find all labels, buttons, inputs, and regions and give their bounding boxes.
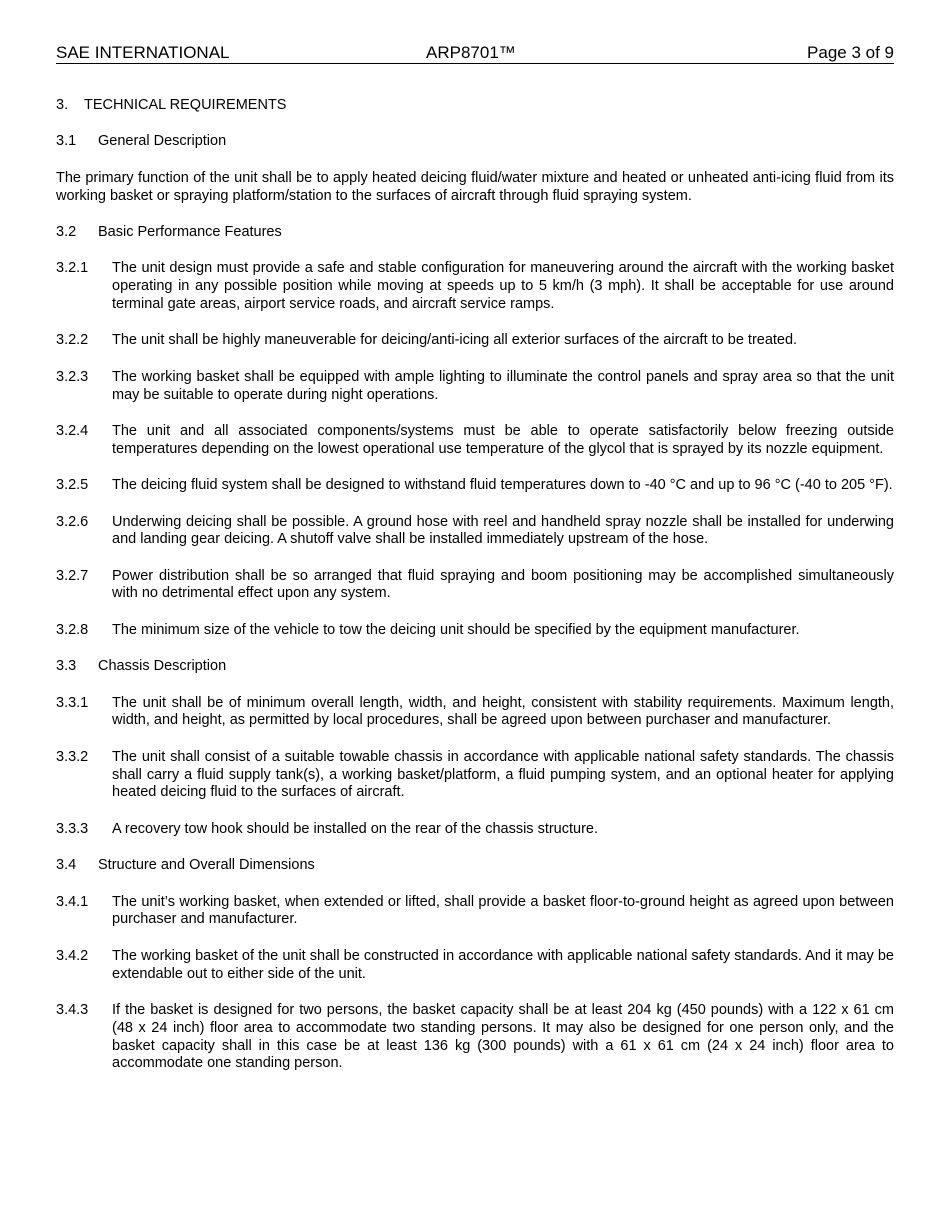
requirement-text: The unit and all associated components/systems must be able to operate satisfactorily below freezing outside temperatures depending on the lowest operational use temperature of the glycol that is sprayed by its nozzle equipment. xyxy=(112,422,894,457)
subsection-heading xyxy=(56,857,894,875)
requirement-item xyxy=(56,1002,894,1073)
requirement-item xyxy=(56,821,894,839)
requirement-item xyxy=(56,948,894,984)
requirement-item xyxy=(56,477,894,495)
requirement-item xyxy=(56,514,894,550)
paragraph: The primary function of the unit shall be to apply heated deicing fluid/water mixture and heated or unheated anti-icing fluid from its working basket or spraying platform/station to the surfaces of aircraft through fluid spraying system. xyxy=(56,169,894,204)
requirement-text: If the basket is designed for two persons, the basket capacity shall be at least 204 kg (450 pounds) with a 122 x 61 cm (48 x 24 inch) floor area to accommodate two standing persons. It may also be designed for one person only, and the basket capacity shall in this case be at least 136 kg (300 pounds) with a 61 x 61 cm (24 x 24 inch) floor area to accommodate one standing person. xyxy=(112,1001,894,1072)
page-header xyxy=(56,43,894,64)
requirement-text: The unit’s working basket, when extended or lifted, shall provide a basket floor-to-ground height as agreed upon between purchaser and manufacturer. xyxy=(112,893,894,928)
header-organization: SAE INTERNATIONAL xyxy=(56,43,230,62)
requirement-number: 3.2.6 xyxy=(56,513,89,530)
requirement-item xyxy=(56,423,894,459)
requirement-number: 3.3.1 xyxy=(56,694,89,711)
requirement-text: The unit design must provide a safe and stable configuration for maneuvering around the aircraft with the working basket operating in any possible position while moving at speeds up to 5 km/h (3 mph). It shall be acceptable for use around terminal gate areas, airport service roads, and aircraft service ramps. xyxy=(112,260,894,312)
requirement-number: 3.2.5 xyxy=(56,477,89,494)
requirement-number: 3.2.1 xyxy=(56,260,89,277)
requirement-number: 3.2.8 xyxy=(56,621,89,638)
requirement-number: 3.4.1 xyxy=(56,893,89,910)
subsection-number: 3.4 xyxy=(56,857,77,874)
requirement-number: 3.4.3 xyxy=(56,1001,89,1018)
subsection-title: Chassis Description xyxy=(98,658,227,675)
requirement-text: Underwing deicing shall be possible. A ground hose with reel and handheld spray nozzle shall be installed for underwing and landing gear deicing. A shutoff valve shall be installed immediately upstream of the hose. xyxy=(112,513,894,548)
subsection-title: General Description xyxy=(98,133,227,150)
requirement-number: 3.4.2 xyxy=(56,947,89,964)
requirement-text: Power distribution shall be so arranged that fluid spraying and boom positioning may be accomplished simultaneously with no detrimental effect upon any system. xyxy=(112,567,894,602)
subsection-heading xyxy=(56,224,894,242)
requirement-number: 3.3.3 xyxy=(56,820,89,837)
subsection-heading xyxy=(56,658,894,676)
requirement-item xyxy=(56,332,894,350)
header-page-number: Page 3 of 9 xyxy=(807,43,894,62)
requirement-item xyxy=(56,369,894,405)
subsection-title: Basic Performance Features xyxy=(98,223,282,240)
requirement-text: The working basket of the unit shall be constructed in accordance with applicable national safety standards. And it may be extendable out to either side of the unit. xyxy=(112,947,894,982)
document-body xyxy=(56,97,894,1092)
requirement-number: 3.2.4 xyxy=(56,422,89,439)
requirement-text: The unit shall consist of a suitable towable chassis in accordance with applicable national safety standards. The chassis shall carry a fluid supply tank(s), a working basket/platform, a fluid pumping system, and an optional heater for applying heated deicing fluid to the surfaces of aircraft. xyxy=(112,748,894,801)
requirement-number: 3.3.2 xyxy=(56,748,89,765)
requirement-item xyxy=(56,568,894,604)
subsection-heading xyxy=(56,133,894,151)
requirement-number: 3.2.3 xyxy=(56,368,89,385)
requirement-item xyxy=(56,749,894,802)
requirement-text: The deicing fluid system shall be designed to withstand fluid temperatures down to -40 °C and up to 96 °C (-40 to 205 °F). xyxy=(112,477,893,494)
requirement-number: 3.2.7 xyxy=(56,567,89,584)
requirement-text: A recovery tow hook should be installed on the rear of the chassis structure. xyxy=(112,820,599,837)
requirement-number: 3.2.2 xyxy=(56,332,89,349)
section-number: 3. xyxy=(56,97,69,113)
requirement-text: The working basket shall be equipped with ample lighting to illuminate the control panels and spray area so that the unit may be suitable to operate during night operations. xyxy=(112,368,894,403)
subsection-number: 3.3 xyxy=(56,658,77,675)
requirement-text: The unit shall be of minimum overall length, width, and height, consistent with stability requirements. Maximum length, width, and height, as permitted by local procedures, shall be agreed upon between purchaser and manufacturer. xyxy=(112,694,894,729)
requirement-text: The minimum size of the vehicle to tow the deicing unit should be specified by the equipment manufacturer. xyxy=(112,621,800,638)
requirement-item xyxy=(56,894,894,930)
requirement-item xyxy=(56,695,894,731)
subsection-number: 3.2 xyxy=(56,223,77,240)
subsection-title: Structure and Overall Dimensions xyxy=(98,857,315,874)
section-title: TECHNICAL REQUIREMENTS xyxy=(84,97,287,113)
requirement-item xyxy=(56,622,894,640)
section-heading xyxy=(56,97,894,115)
requirement-item xyxy=(56,260,894,313)
requirement-text: The unit shall be highly maneuverable for deicing/anti-icing all exterior surfaces of the aircraft to be treated. xyxy=(112,332,798,349)
header-document-number: ARP8701™ xyxy=(426,43,516,62)
subsection-number: 3.1 xyxy=(56,133,77,150)
